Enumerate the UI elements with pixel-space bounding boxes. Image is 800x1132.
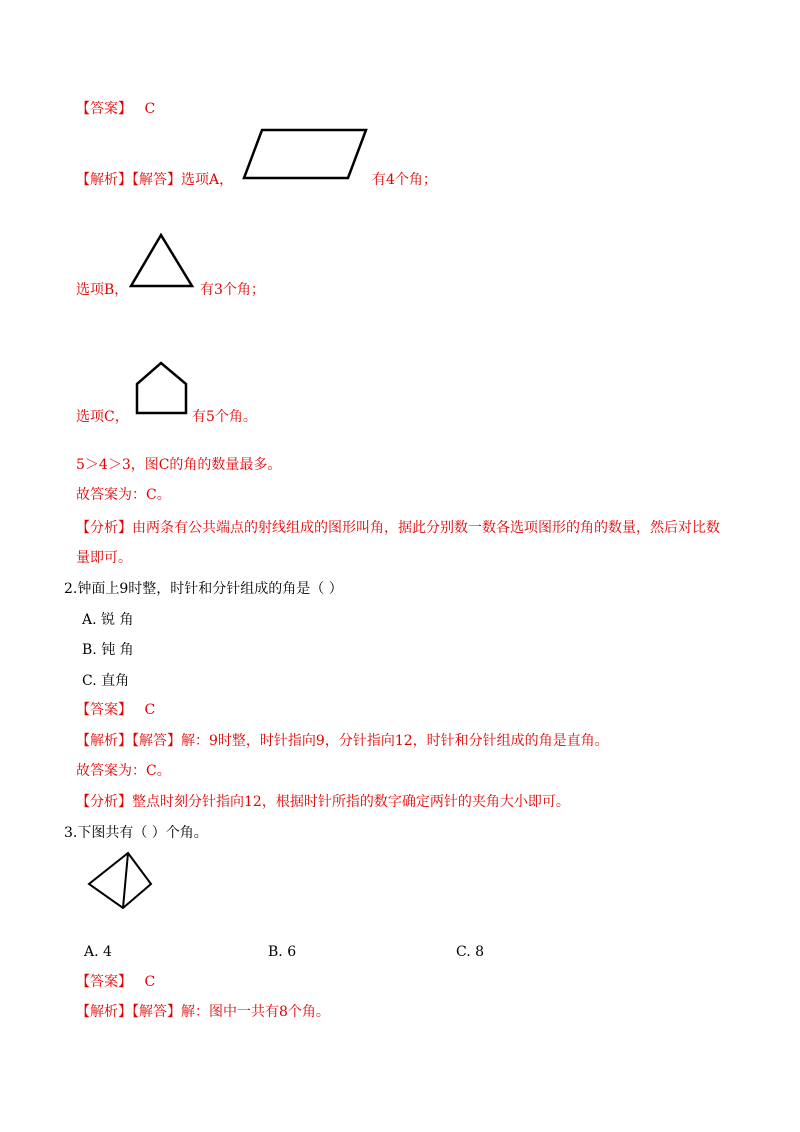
option-c-text: 选项C， <box>76 409 129 425</box>
comparison-line: 5＞4＞3，图C的角的数量最多。 <box>76 457 282 473</box>
q3-option-b: B. 6 <box>268 944 297 960</box>
solution-tag: 【解答】 <box>132 1004 181 1020</box>
parallelogram-figure <box>240 126 370 182</box>
answer-line <box>76 100 155 118</box>
answer-value: C <box>144 101 156 117</box>
option-b-result: 有3个角； <box>200 282 265 298</box>
q2-answer-line <box>76 701 155 719</box>
solution-text: 解：9时整，时针指向9，分针指向12，时针和分针组成的角是直角。 <box>181 733 609 749</box>
q2-option-a: A. 锐 角 <box>82 612 134 628</box>
q2-option-b: B. 钝 角 <box>82 642 134 658</box>
answer-tag: 【答案】 <box>76 702 132 718</box>
q3-solution-line <box>76 1003 330 1021</box>
solution-text: 解：图中一共有8个角。 <box>181 1004 330 1020</box>
q3-option-c: C. 8 <box>456 944 485 960</box>
solution-tag: 【解答】 <box>132 733 181 749</box>
pentagon-figure <box>134 360 190 416</box>
q2-solution-line <box>76 732 609 750</box>
analysis-tag: 【解析】 <box>76 733 132 749</box>
option-a-line <box>76 171 233 189</box>
q3-option-a: A. 4 <box>84 944 112 960</box>
triangle-figure <box>128 232 196 290</box>
fenxi-line-2: 量即可。 <box>76 550 132 566</box>
analysis-tag: 【解析】 <box>76 1004 132 1020</box>
option-a-text: 选项A， <box>181 172 234 188</box>
option-a-result: 有4个角； <box>372 172 437 188</box>
solution-tag: 【解答】 <box>132 172 181 188</box>
conclusion-line: 故答案为：C。 <box>76 487 171 503</box>
fenxi-line-1 <box>76 519 720 537</box>
analysis-tag: 【解析】 <box>76 172 132 188</box>
q2-option-c: C. 直角 <box>82 673 130 689</box>
fenxi-text: 由两条有公共端点的射线组成的图形叫角，据此分别数一数各选项图形的角的数量，然后对比数 <box>132 520 720 536</box>
question-2: 2.钟面上9时整，时针和分针组成的角是（ ） <box>64 581 343 597</box>
answer-tag: 【答案】 <box>76 101 132 117</box>
option-c-result: 有5个角。 <box>192 409 257 425</box>
quadrilateral-figure <box>86 850 154 912</box>
fenxi-text: 整点时刻分针指向12，根据时针所指的数字确定两针的夹角大小即可。 <box>132 794 570 810</box>
answer-value: C <box>144 702 156 718</box>
q2-fenxi-line <box>76 793 570 811</box>
answer-value: C <box>144 974 156 990</box>
option-b-text: 选项B， <box>76 282 129 298</box>
answer-tag: 【答案】 <box>76 974 132 990</box>
question-3: 3.下图共有（ ）个角。 <box>64 825 208 841</box>
q2-conclusion: 故答案为：C。 <box>76 763 171 779</box>
fenxi-tag: 【分析】 <box>76 794 132 810</box>
q3-answer-line <box>76 973 155 991</box>
fenxi-tag: 【分析】 <box>76 520 132 536</box>
